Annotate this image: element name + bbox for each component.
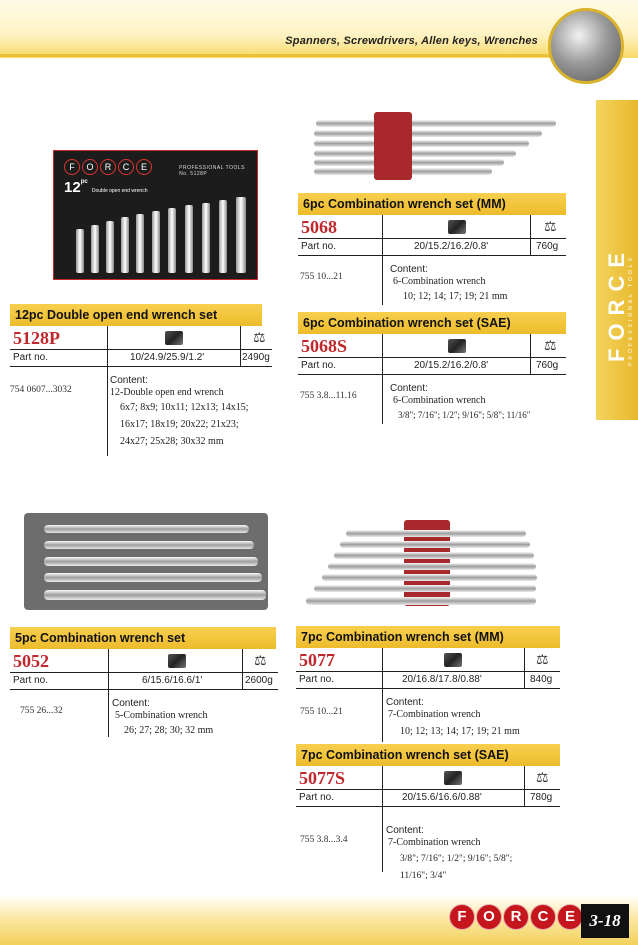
product-block-5068s <box>298 312 566 427</box>
content-description: 5-Combination wrench <box>115 710 208 721</box>
wrench-corner-image <box>548 8 624 84</box>
sizes-list <box>400 723 520 740</box>
content-label: Content: <box>110 375 148 386</box>
part-no-label: Part no. <box>301 241 337 252</box>
content-description: 6-Combination wrench <box>393 276 486 287</box>
wrench-image <box>44 541 254 549</box>
wrench-image <box>106 221 114 273</box>
dimensions: 20/15.2/16.2/0.8' <box>414 360 489 371</box>
wrench-holder <box>374 112 412 180</box>
content-label: Content: <box>390 383 428 394</box>
column-divider <box>524 648 525 688</box>
part-no-row <box>298 239 566 256</box>
logo-letter: C <box>118 159 134 175</box>
content-description: 6-Combination wrench <box>393 395 486 406</box>
package-box-icon <box>448 339 466 353</box>
product-code: 5068S <box>301 336 348 356</box>
wrench-image <box>44 525 249 533</box>
product-title: 6pc Combination wrench set (MM) <box>298 193 566 215</box>
size-line: 3/8"; 7/16"; 1/2"; 9/16"; 5/8"; <box>400 854 513 864</box>
part-no-label: Part no. <box>299 674 335 685</box>
wrench-image <box>328 563 536 570</box>
photo-subtitle: Double open end wrench <box>91 188 148 194</box>
wrench-image <box>314 130 542 137</box>
article-number: 755 3.8...3.4 <box>300 835 348 845</box>
logo-letter: F <box>449 904 475 930</box>
wrench-image <box>306 597 536 605</box>
product-code: 5128P <box>13 328 60 348</box>
product-title: 7pc Combination wrench set (SAE) <box>296 744 560 766</box>
part-no-row <box>10 673 278 690</box>
content-label: Content: <box>386 697 424 708</box>
product-title: 5pc Combination wrench set <box>10 627 276 649</box>
wrench-image <box>152 211 160 273</box>
content-label: Content: <box>112 698 150 709</box>
wrench-image <box>91 225 99 273</box>
package-box-icon <box>444 653 462 667</box>
content-description: 7-Combination wrench <box>388 837 481 848</box>
product-code-row <box>10 326 272 350</box>
weight: 760g <box>536 241 559 252</box>
wrench-image <box>314 585 536 592</box>
product-code: 5077 <box>299 650 335 670</box>
package-box-icon <box>448 220 466 234</box>
product-code-row <box>298 215 566 239</box>
wrench-image <box>121 217 129 273</box>
side-brand-logo: FORCE <box>604 245 629 362</box>
wrench-image <box>316 120 556 127</box>
wrench-image <box>185 205 193 273</box>
wrench-image <box>334 552 534 559</box>
product-block-5068 <box>298 193 566 308</box>
article-number: 755 10...21 <box>300 272 343 282</box>
page-number: 3-18 <box>581 904 629 938</box>
size-line: 10; 12; 14; 17; 19; 21 mm <box>403 291 508 302</box>
size-line: 16x17; 18x19; 20x22; 21x23; <box>120 419 239 430</box>
dimensions: 20/15.6/16.6/0.88' <box>402 792 482 803</box>
product-photo-5128p <box>53 150 258 280</box>
scale-icon: ⚖ <box>544 218 557 234</box>
article-number: 755 3.8...11.16 <box>300 391 357 401</box>
size-line: 10; 12; 13; 14; 17; 19; 21 mm <box>400 726 520 737</box>
scale-icon: ⚖ <box>253 329 266 345</box>
content-label: Content: <box>386 825 424 836</box>
size-line: 11/16"; 3/4" <box>400 871 447 881</box>
content-section <box>296 689 560 745</box>
wrench-image <box>44 573 262 582</box>
product-block-5052 <box>10 627 278 742</box>
wrench-image <box>168 208 176 273</box>
product-photo-5068 <box>308 112 563 182</box>
photo-right-sub: No. 5128P <box>179 171 208 177</box>
part-no-row <box>296 672 560 689</box>
size-line: 24x27; 25x28; 30x32 mm <box>120 436 224 447</box>
wrench-image <box>314 140 529 147</box>
size-line: 3/8"; 7/16"; 1/2"; 9/16"; 5/8"; 11/16" <box>398 410 531 420</box>
wrench-image <box>76 229 84 273</box>
header-band <box>0 0 638 58</box>
content-section <box>296 807 560 879</box>
photo-brand-logo <box>64 159 152 175</box>
dimensions: 6/15.6/16.6/1' <box>142 675 203 686</box>
product-block-5128p <box>10 304 272 467</box>
part-no-label: Part no. <box>13 675 49 686</box>
content-section <box>298 375 566 427</box>
sizes-list <box>120 399 249 450</box>
logo-letter: O <box>82 159 98 175</box>
photo-right-title: PROFESSIONAL TOOLS <box>179 165 245 171</box>
logo-letter: E <box>136 159 152 175</box>
part-no-row <box>10 350 272 367</box>
wrench-image <box>44 557 258 566</box>
weight: 2490g <box>242 352 270 363</box>
product-title: 12pc Double open end wrench set <box>10 304 262 326</box>
wrench-image <box>44 590 266 600</box>
product-photo-5077 <box>296 515 558 625</box>
logo-letter: O <box>476 904 502 930</box>
content-description: 7-Combination wrench <box>388 709 481 720</box>
product-photo-5052 <box>24 513 268 610</box>
content-description: 12-Double open end wrench <box>110 387 224 398</box>
weight: 760g <box>536 360 559 371</box>
package-box-icon <box>165 331 183 345</box>
wrench-image <box>202 203 210 273</box>
weight: 2600g <box>245 675 273 686</box>
wrench-image <box>136 214 144 273</box>
photo-right-text <box>179 165 245 177</box>
article-number: 754 0607...3032 <box>10 385 72 395</box>
part-no-row <box>296 790 560 807</box>
content-section <box>10 367 272 467</box>
part-no-row <box>298 358 566 375</box>
photo-count-sub: pc <box>80 179 88 185</box>
column-divider <box>530 334 531 374</box>
package-box-icon <box>444 771 462 785</box>
product-title: 6pc Combination wrench set (SAE) <box>298 312 566 334</box>
column-divider <box>524 766 525 806</box>
logo-letter: R <box>503 904 529 930</box>
wrench-image <box>314 150 516 157</box>
logo-letter: C <box>530 904 556 930</box>
product-code: 5052 <box>13 651 49 671</box>
product-code-row <box>298 334 566 358</box>
scale-icon: ⚖ <box>254 652 267 668</box>
header-rule <box>0 54 600 57</box>
wrench-image <box>219 200 227 273</box>
product-block-5077 <box>296 626 560 745</box>
wrench-image <box>346 530 526 537</box>
package-box-icon <box>168 654 186 668</box>
product-code-row <box>296 766 560 790</box>
sizes-list <box>124 722 213 739</box>
product-code: 5077S <box>299 768 346 788</box>
photo-count: 12 <box>64 179 81 196</box>
column-divider <box>240 326 241 366</box>
logo-letter: E <box>557 904 583 930</box>
weight: 780g <box>530 792 553 803</box>
size-line: 6x7; 8x9; 10x11; 12x13; 14x15; <box>120 402 249 413</box>
article-number: 755 10...21 <box>300 707 343 717</box>
sizes-list <box>403 288 507 305</box>
scale-icon: ⚖ <box>536 651 549 667</box>
dimensions: 20/16.8/17.8/0.88' <box>402 674 482 685</box>
page-title: Spanners, Screwdrivers, Allen keys, Wrenches <box>285 35 538 47</box>
sizes-list <box>398 407 530 424</box>
dimensions: 20/15.2/16.2/0.8' <box>414 241 489 252</box>
footer-brand-logo <box>449 904 583 930</box>
wrench-image <box>236 197 246 273</box>
product-block-5077s <box>296 744 560 879</box>
product-code-row <box>296 648 560 672</box>
part-no-label: Part no. <box>299 792 335 803</box>
part-no-label: Part no. <box>301 360 337 371</box>
part-no-label: Part no. <box>13 352 49 363</box>
wrench-image <box>340 541 530 548</box>
dimensions: 10/24.9/25.9/1.2' <box>130 352 205 363</box>
side-brand-subtitle: PROFESSIONAL TOOLS <box>628 255 634 366</box>
column-divider <box>530 215 531 255</box>
content-section <box>10 690 278 742</box>
photo-piece-count <box>64 179 147 196</box>
wrench-image <box>322 574 537 581</box>
product-title: 7pc Combination wrench set (MM) <box>296 626 560 648</box>
article-number: 755 26...32 <box>20 706 63 716</box>
scale-icon: ⚖ <box>536 769 549 785</box>
product-code-row <box>10 649 278 673</box>
logo-letter: R <box>100 159 116 175</box>
content-section <box>298 256 566 308</box>
weight: 840g <box>530 674 553 685</box>
scale-icon: ⚖ <box>544 337 557 353</box>
product-code: 5068 <box>301 217 337 237</box>
sizes-list <box>400 851 512 885</box>
content-label: Content: <box>390 264 428 275</box>
logo-letter: F <box>64 159 80 175</box>
column-divider <box>242 649 243 689</box>
size-line: 26; 27; 28; 30; 32 mm <box>124 725 214 736</box>
